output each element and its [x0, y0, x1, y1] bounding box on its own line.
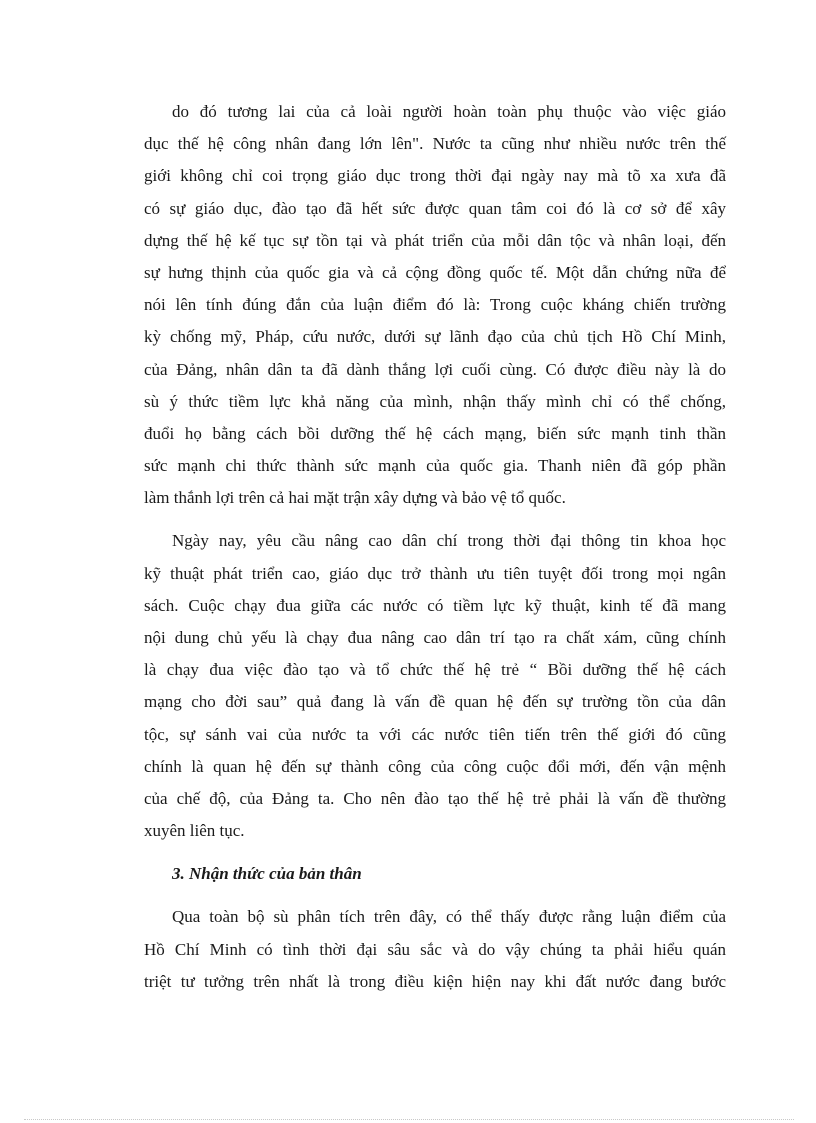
text-line: do đó tương lai của cả loài người hoàn toàn phụ thuộc vào việc giáo	[172, 102, 726, 121]
document-body	[144, 96, 726, 1009]
text-line: mạng cho đời sau” quả đang là vấn đề quan hệ đến sự trường tồn của dân	[144, 692, 726, 712]
page-bottom-divider	[24, 1119, 794, 1120]
text-line: sức mạnh chi thức thành sức mạnh của quốc gia. Thanh niên đã góp phần	[144, 456, 726, 476]
text-line: xuyên liên tục.	[144, 821, 245, 841]
text-line: có sự giáo dục, đào tạo đã hết sức được quan tâm coi đó là cơ sở để xây	[144, 198, 726, 218]
text-line: sù ý thức tiềm lực khả năng của mình, nhận thấy mình chỉ có thể chống,	[144, 391, 726, 411]
text-line: sự hưng thịnh của quốc gia và cả cộng đồng quốc tế. Một dẫn chứng nữa để	[144, 262, 726, 282]
text-line: của chế độ, của Đảng ta. Cho nên đào tạo thế hệ trẻ phải là vấn đề thường	[144, 788, 726, 808]
paragraph-2	[144, 525, 726, 847]
text-line: làm thắnh lợi trên cả hai mặt trận xây dựng và bảo vệ tổ quốc.	[144, 488, 566, 508]
text-line: nội dung chủ yếu là chạy đua nâng cao dân trí tạo ra chất xám, cũng chính	[144, 628, 726, 647]
text-line: triệt tư tưởng trên nhất là trong điều kiện hiện nay khi đất nước đang bước	[144, 971, 726, 991]
paragraph-1	[144, 96, 726, 514]
text-line: dựng thế hệ kế tục sự tồn tại và phát triển của mỗi dân tộc và nhân loại, đến	[144, 230, 726, 250]
text-line: tộc, sự sánh vai của nước ta với các nước tiên tiến trên thế giới đó cũng	[144, 724, 726, 744]
paragraph-3	[144, 901, 726, 998]
text-line: sách. Cuộc chạy đua giữa các nước có tiềm lực kỹ thuật, kinh tế đã mang	[144, 595, 726, 615]
text-line: dục thế hệ công nhân đang lớn lên". Nước ta cũng như nhiều nước trên thế	[144, 134, 726, 154]
text-line: là chạy đua việc đào tạo và tổ chức thế hệ trẻ “ Bồi dưỡng thế hệ cách	[144, 660, 726, 680]
text-line: Qua toàn bộ sù phân tích trên đây, có thể thấy được rằng luận điểm của	[172, 907, 726, 927]
text-line: chính là quan hệ đến sự thành công của công cuộc đổi mới, đến vận mệnh	[144, 756, 726, 776]
text-line: kỹ thuật phát triển cao, giáo dục trở thành ưu tiên tuyệt đối trong mọi ngân	[144, 563, 726, 583]
text-line: Hồ Chí Minh có tình thời đại sâu sắc và do vậy chúng ta phải hiểu quán	[144, 939, 726, 959]
text-line: giới không chỉ coi trọng giáo dục trong thời đại ngày nay mà tõ xa xưa đã	[144, 166, 726, 186]
text-line: nói lên tính đúng đắn của luận điểm đó là: Trong cuộc kháng chiến trường	[144, 295, 726, 315]
text-line: kỳ chống mỹ, Pháp, cứu nước, dưới sự lãnh đạo của chủ tịch Hồ Chí Minh,	[144, 327, 726, 347]
text-line: Ngày nay, yêu cầu nâng cao dân chí trong thời đại thông tin khoa học	[172, 531, 726, 551]
text-line: đuổi họ bằng cách bồi dưỡng thế hệ cách mạng, biến sức mạnh tinh thần	[144, 423, 726, 443]
text-line: của Đảng, nhân dân ta đã dành thắng lợi cuối cùng. Có được điều này là do	[144, 359, 726, 379]
section-heading: 3. Nhận thức của bản thân	[172, 864, 362, 884]
